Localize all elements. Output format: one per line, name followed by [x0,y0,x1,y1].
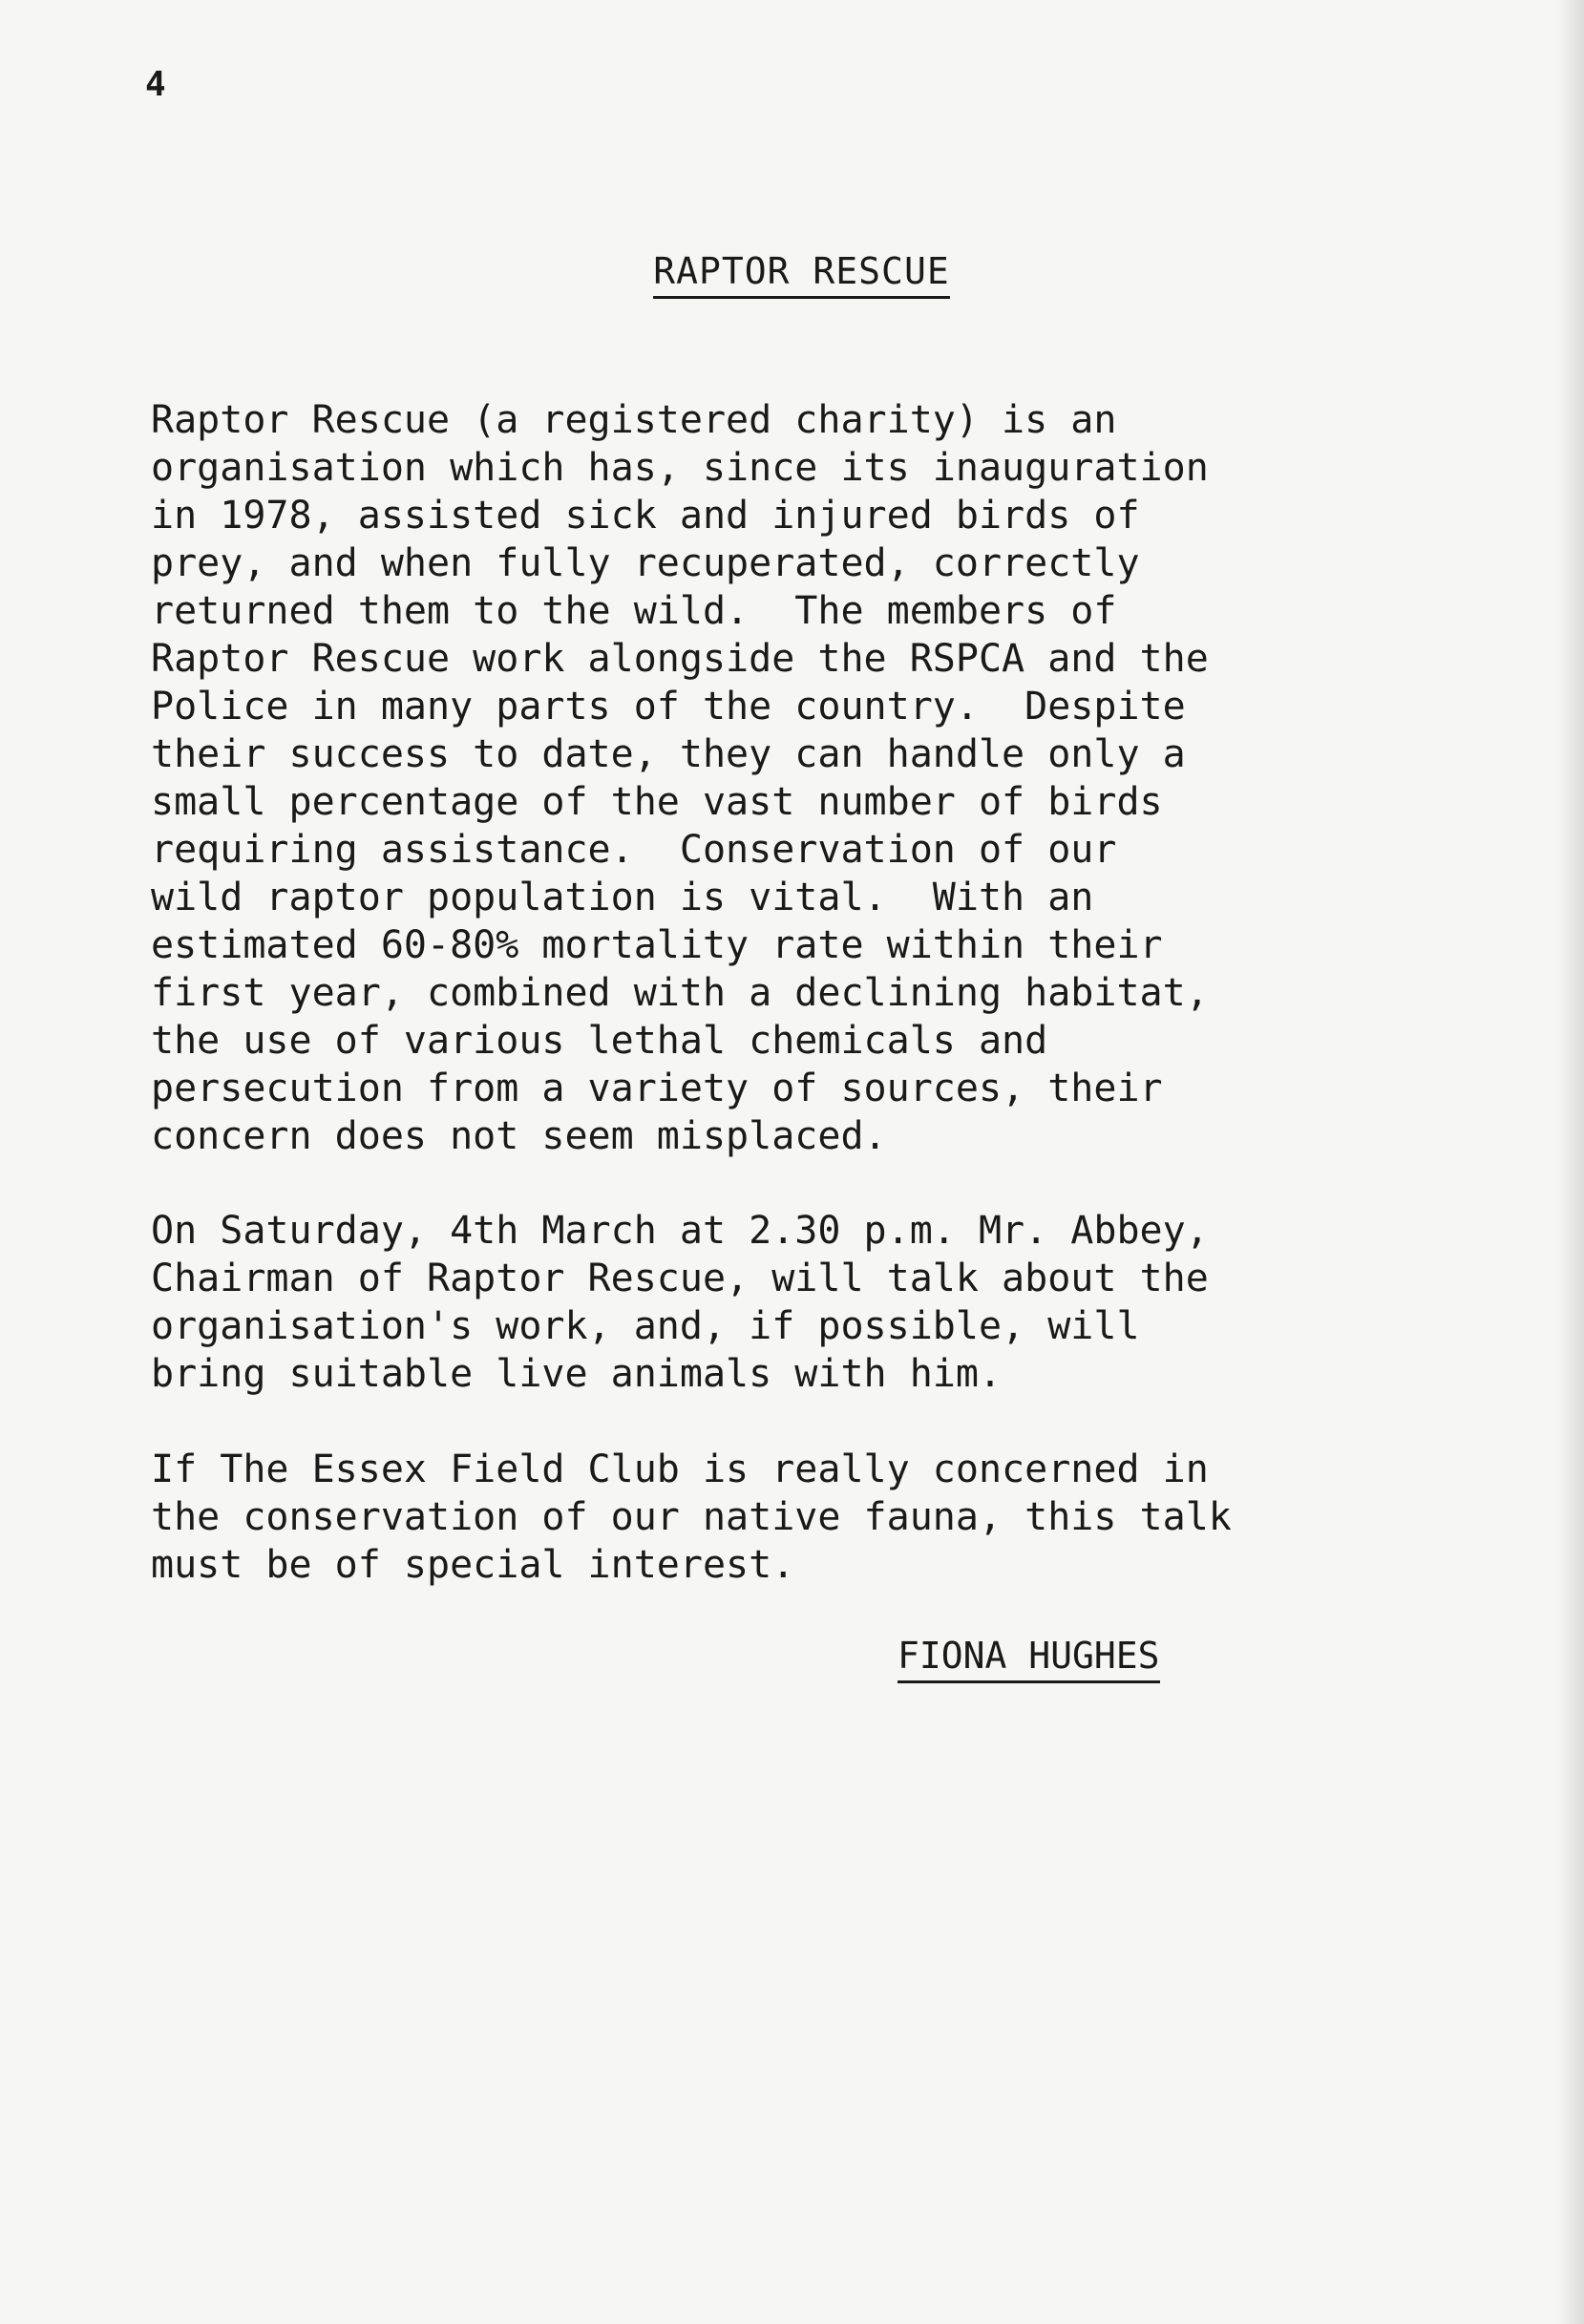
author-signature: FIONA HUGHES [898,1635,1160,1683]
body-paragraph-closing: If The Essex Field Club is really concerned in the conservation of our native fauna, this talk must be of special interest. [151,1447,1232,1587]
article-title: RAPTOR RESCUE [653,250,949,299]
page-edge-shadow [1557,0,1584,2324]
article-title-container [0,250,1584,299]
body-paragraph-event: On Saturday, 4th March at 2.30 p.m. Mr. Abbey, Chairman of Raptor Rescue, will talk about the organisation's work, and, if possible, will bring suitable live animals with him. [151,1209,1209,1396]
page-number: 4 [145,65,166,104]
body-paragraph-intro: Raptor Rescue (a registered charity) is an organisation which has, since its inauguration in 1978, assisted sick and injured birds of prey, and when fully recuperated, correctly returned them to the wild. The members of Raptor Rescue work alongside the RSPCA and the Police in many parts of the country. Despite their success to date, they can handle only a small percentage of the vast number of birds requiring assistance. Conservation of our wild raptor population is vital. With an estimated 60-80% mortality rate within their first year, combined with a declining habitat, the use of various lethal chemicals and persecution from a variety of sources, their concern does not seem misplaced. [151,398,1209,1158]
author-signature-container [898,1635,1160,1683]
